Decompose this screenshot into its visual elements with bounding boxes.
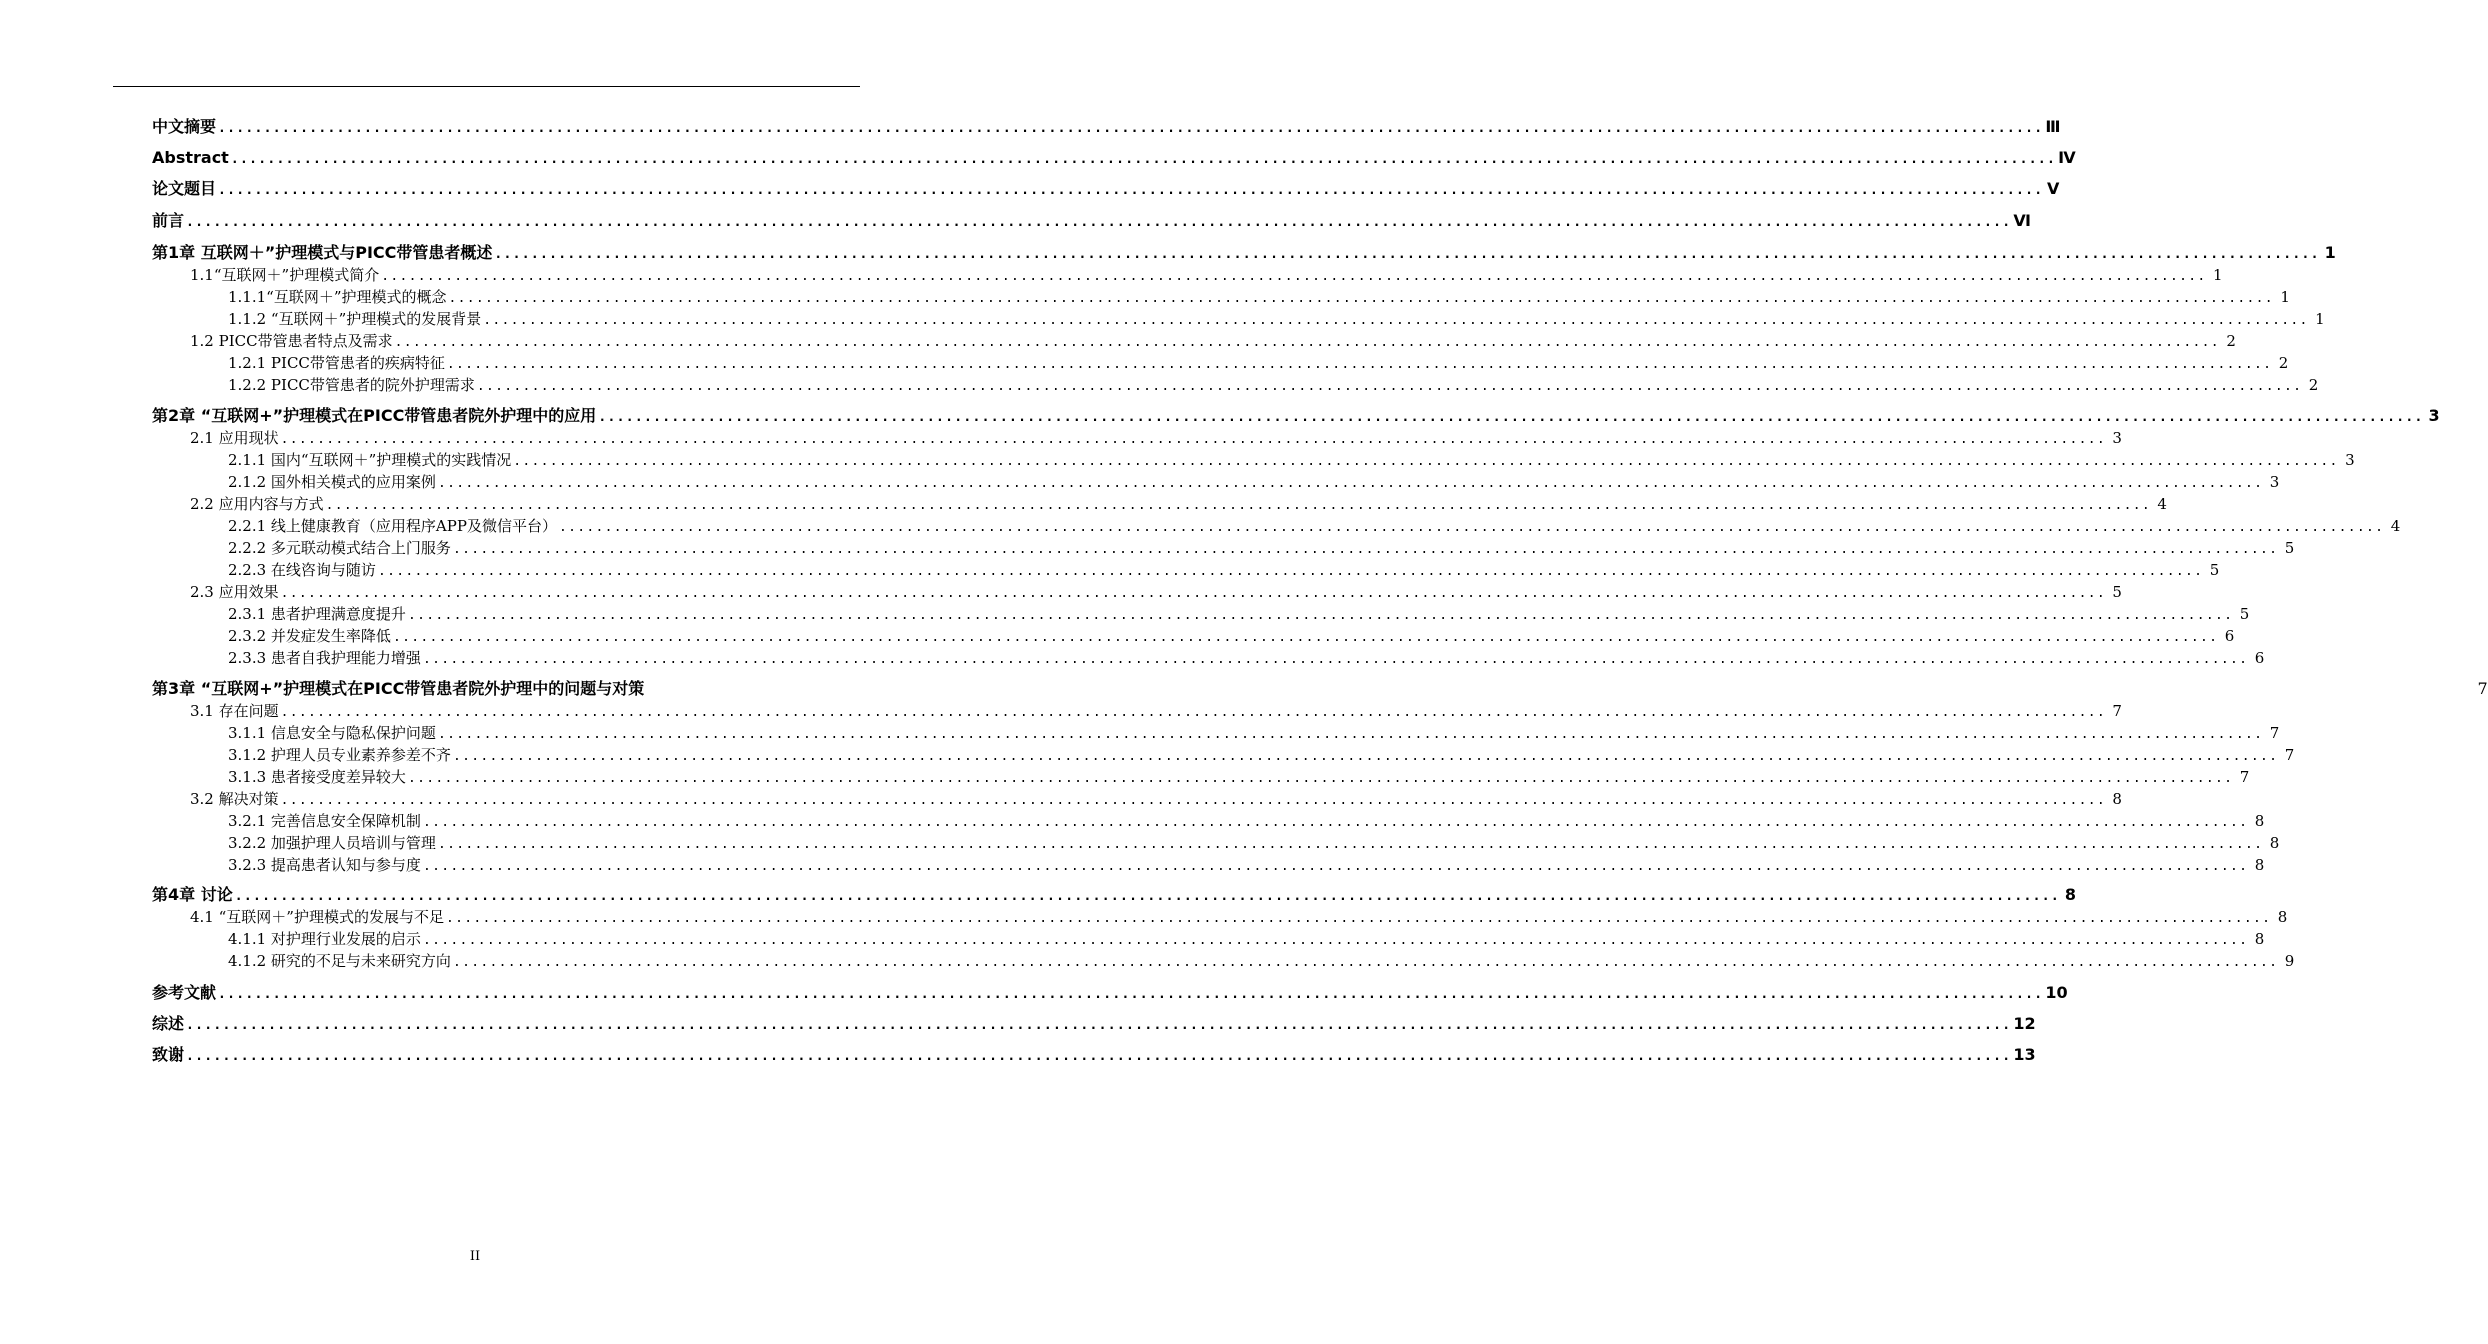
toc-entry-page: 7 bbox=[2477, 679, 2488, 698]
toc-dot-leader: ........................................................................................................................................................................................................ bbox=[494, 247, 2320, 262]
toc-dot-leader: ........................................................................................................................................................................................................ bbox=[513, 454, 2339, 469]
toc-entry[interactable] bbox=[152, 241, 2336, 263]
toc-dot-leader: ........................................................................................................................................................................................................ bbox=[407, 771, 2234, 786]
toc-entry[interactable] bbox=[152, 492, 2167, 514]
toc-dot-leader: ........................................................................................................................................................................................................ bbox=[325, 498, 2151, 513]
toc-entry-page: 5 bbox=[2239, 605, 2250, 623]
toc-entry-page: 6 bbox=[2224, 627, 2235, 645]
toc-entry-page: 5 bbox=[2112, 583, 2122, 601]
toc-entry[interactable] bbox=[152, 853, 2265, 875]
toc-entry-page: 1 bbox=[2315, 310, 2325, 328]
toc-entry[interactable] bbox=[152, 329, 2236, 351]
toc-entry[interactable] bbox=[152, 448, 2355, 470]
toc-dot-leader: ........................................................................................................................................................................................................ bbox=[280, 705, 2106, 720]
toc-entry[interactable] bbox=[152, 351, 2289, 373]
toc-entry[interactable] bbox=[152, 743, 2295, 765]
toc-entry-title: 2.3.2 并发症发生率降低 bbox=[228, 627, 391, 645]
toc-entry-title: 2.1.1 国内“互联网＋”护理模式的实践情况 bbox=[228, 451, 512, 469]
toc-entry-title: 2.1 应用现状 bbox=[190, 429, 279, 447]
toc-entry-page: 2 bbox=[2308, 376, 2319, 394]
toc-dot-leader: ........................................................................................................................................................................................................ bbox=[407, 608, 2234, 623]
toc-entry-title: 4.1.2 研究的不足与未来研究方向 bbox=[228, 952, 451, 970]
toc-dot-leader: ........................................................................................................................................................................................................ bbox=[377, 564, 2204, 579]
toc-entry[interactable] bbox=[152, 721, 2280, 743]
toc-entry[interactable] bbox=[152, 981, 2068, 1003]
toc-dot-leader: ........................................................................................................................................................................................................ bbox=[280, 793, 2106, 808]
toc-entry-title: 2.3 应用效果 bbox=[190, 583, 279, 601]
toc-dot-leader: ........................................................................................................................................................................................................ bbox=[558, 520, 2385, 535]
toc-entry-page: Ⅵ bbox=[2013, 211, 2031, 230]
toc-entry-page: 3 bbox=[2269, 473, 2280, 491]
toc-entry-title: 3.1 存在问题 bbox=[190, 702, 279, 720]
toc-dot-leader: ........................................................................................................................................................................................................ bbox=[218, 987, 2044, 1002]
toc-dot-leader: ........................................................................................................................................................................................................ bbox=[381, 269, 2207, 284]
toc-entry-page: 4 bbox=[2390, 517, 2401, 535]
toc-dot-leader: ........................................................................................................................................................................................................ bbox=[452, 749, 2279, 764]
toc-entry[interactable] bbox=[152, 373, 2319, 395]
toc-entry-title: Abstract bbox=[152, 148, 229, 167]
toc-entry-page: 7 bbox=[2269, 724, 2280, 742]
toc-entry[interactable] bbox=[152, 905, 2288, 927]
toc-entry-page: 2 bbox=[2226, 332, 2236, 350]
toc-dot-leader: ........................................................................................................................................................................................................ bbox=[476, 379, 2303, 394]
toc-entry-title: 中文摘要 bbox=[152, 117, 217, 136]
toc-entry-page: 3 bbox=[2345, 451, 2355, 469]
toc-entry[interactable] bbox=[152, 809, 2265, 831]
toc-entry[interactable] bbox=[152, 602, 2250, 624]
toc-entry-title: 3.1.2 护理人员专业素养参差不齐 bbox=[228, 746, 451, 764]
toc-entry-page: 12 bbox=[2013, 1014, 2036, 1033]
toc-entry-title: 2.3.1 患者护理满意度提升 bbox=[228, 605, 406, 623]
toc-dot-leader: ........................................................................................................................................................................................................ bbox=[452, 955, 2279, 970]
toc-entry[interactable] bbox=[152, 470, 2280, 492]
toc-entry-page: 2 bbox=[2278, 354, 2289, 372]
toc-entry-page: Ⅲ bbox=[2045, 117, 2061, 136]
toc-entry-page: 8 bbox=[2254, 930, 2265, 948]
toc-entry-page: 6 bbox=[2254, 649, 2265, 667]
toc-entry[interactable] bbox=[152, 263, 2223, 285]
toc-entry[interactable] bbox=[152, 949, 2295, 971]
toc-entry-title: 3.1.3 患者接受度差异较大 bbox=[228, 768, 406, 786]
toc-entry-title: 2.2 应用内容与方式 bbox=[190, 495, 324, 513]
toc-entry-title: 2.2.3 在线咨询与随访 bbox=[228, 561, 376, 579]
toc-dot-leader: ........................................................................................................................................................................................................ bbox=[186, 1018, 2012, 1033]
toc-dot-leader: ........................................................................................................................................................................................................ bbox=[448, 291, 2274, 306]
toc-entry[interactable] bbox=[152, 699, 2122, 721]
toc-entry-page: 8 bbox=[2254, 812, 2265, 830]
toc-entry-title: 4.1.1 对护理行业发展的启示 bbox=[228, 930, 421, 948]
toc-dot-leader: ........................................................................................................................................................................................................ bbox=[445, 911, 2272, 926]
toc-entry[interactable] bbox=[152, 514, 2401, 536]
toc-entry-page: Ⅴ bbox=[2046, 179, 2060, 198]
toc-entry-title: 3.2.2 加强护理人员培训与管理 bbox=[228, 834, 436, 852]
toc-entry[interactable] bbox=[152, 883, 2077, 905]
toc-entry-page: 8 bbox=[2277, 908, 2288, 926]
toc-entry-title: 3.2.3 提高患者认知与参与度 bbox=[228, 856, 421, 874]
toc-dot-leader: ........................................................................................................................................................................................................ bbox=[452, 542, 2279, 557]
toc-dot-leader: ........................................................................................................................................................................................................ bbox=[422, 933, 2249, 948]
toc-entry-page: 10 bbox=[2045, 983, 2068, 1002]
toc-dot-leader: ........................................................................................................................................................................................................ bbox=[234, 889, 2061, 904]
toc-entry-title: 1.2.2 PICC带管患者的院外护理需求 bbox=[228, 376, 475, 394]
toc-entry[interactable] bbox=[152, 927, 2265, 949]
toc-entry-page: 8 bbox=[2269, 834, 2280, 852]
toc-entry[interactable] bbox=[152, 536, 2295, 558]
toc-entry-title: 参考文献 bbox=[152, 983, 217, 1002]
toc-entry-title: 2.2.2 多元联动模式结合上门服务 bbox=[228, 539, 451, 557]
toc-entry-page: 3 bbox=[2112, 429, 2122, 447]
toc-dot-leader: ........................................................................................................................................................................................................ bbox=[394, 335, 2220, 350]
toc-entry[interactable] bbox=[152, 285, 2290, 307]
toc-entry-title: 2.2.1 线上健康教育（应用程序APP及微信平台） bbox=[228, 517, 557, 535]
toc-entry-page: 7 bbox=[2239, 768, 2250, 786]
toc-entry[interactable] bbox=[152, 426, 2122, 448]
toc-dot-leader: ........................................................................................................................................................................................................ bbox=[230, 152, 2057, 167]
toc-entry-page: 1 bbox=[2324, 243, 2336, 262]
toc-entry-title: 3.2 解决对策 bbox=[190, 790, 279, 808]
toc-entry-title: 2.3.3 患者自我护理能力增强 bbox=[228, 649, 421, 667]
toc-dot-leader: ........................................................................................................................................................................................................ bbox=[280, 432, 2106, 447]
toc-entry-page: 5 bbox=[2284, 539, 2295, 557]
toc-entry-page: 7 bbox=[2284, 746, 2295, 764]
toc-entry[interactable] bbox=[152, 209, 2031, 231]
toc-entry-page: 13 bbox=[2013, 1045, 2036, 1064]
toc-dot-leader: ........................................................................................................................................................................................................ bbox=[437, 837, 2264, 852]
toc-entry-page: 1 bbox=[2213, 266, 2223, 284]
toc-entry[interactable] bbox=[152, 646, 2265, 668]
toc-entry-title: 1.1.2 “互联网＋”护理模式的发展背景 bbox=[228, 310, 482, 328]
toc-entry-title: 第4章 讨论 bbox=[152, 885, 233, 904]
toc-dot-leader: ........................................................................................................................................................................................................ bbox=[422, 815, 2249, 830]
toc-dot-leader: ........................................................................................................................................................................................................ bbox=[437, 476, 2264, 491]
toc-entry-title: 1.1“互联网＋”护理模式简介 bbox=[190, 266, 380, 284]
toc-entry-title: 3.2.1 完善信息安全保障机制 bbox=[228, 812, 421, 830]
toc-entry[interactable] bbox=[152, 115, 2061, 137]
toc-entry[interactable] bbox=[152, 580, 2122, 602]
toc-entry-page: 5 bbox=[2209, 561, 2220, 579]
toc-dot-leader: ........................................................................................................................................................................................................ bbox=[392, 630, 2219, 645]
toc-dot-leader: ........................................................................................................................................................................................................ bbox=[218, 121, 2044, 136]
toc-dot-leader: ........................................................................................................................................................................................................ bbox=[598, 410, 2424, 425]
toc-entry-title: 4.1 “互联网＋”护理模式的发展与不足 bbox=[190, 908, 444, 926]
toc-entry-title: 1.2.1 PICC带管患者的疾病特征 bbox=[228, 354, 445, 372]
toc-entry-title: 第2章 “互联网+”护理模式在PICC带管患者院外护理中的应用 bbox=[152, 406, 597, 425]
toc-entry-title: 论文题目 bbox=[152, 179, 217, 198]
toc-entry-title: 致谢 bbox=[152, 1045, 185, 1064]
toc-entry[interactable] bbox=[152, 146, 2076, 168]
toc-entry[interactable] bbox=[152, 404, 2440, 426]
toc-entry[interactable] bbox=[152, 624, 2235, 646]
toc-dot-leader: ........................................................................................................................................................................................................ bbox=[437, 727, 2264, 742]
page-number: II bbox=[469, 1249, 481, 1264]
toc-entry-title: 第3章 “互联网+”护理模式在PICC带管患者院外护理中的问题与对策 bbox=[152, 679, 645, 698]
toc-entry-page: 1 bbox=[2280, 288, 2290, 306]
toc-dot-leader: ........................................................................................................................................................................................................ bbox=[280, 586, 2106, 601]
toc-entry-title: 综述 bbox=[152, 1014, 185, 1033]
toc-entry-title: 第1章 互联网＋”护理模式与PICC带管患者概述 bbox=[152, 243, 493, 262]
toc-dot-leader: ........................................................................................................................................................................................................ bbox=[483, 313, 2309, 328]
toc-entry-page: 8 bbox=[2064, 885, 2077, 904]
toc-entry-page: Ⅳ bbox=[2058, 148, 2076, 167]
toc-entry-title: 2.1.2 国外相关模式的应用案例 bbox=[228, 473, 436, 491]
toc-entry-page: 8 bbox=[2112, 790, 2122, 808]
toc-entry[interactable] bbox=[152, 831, 2280, 853]
toc-entry[interactable] bbox=[152, 787, 2122, 809]
toc-entry[interactable] bbox=[152, 307, 2325, 329]
toc-entry-page: 9 bbox=[2284, 952, 2295, 970]
toc-entry[interactable] bbox=[152, 177, 2060, 199]
toc-dot-leader: ........................................................................................................................................................................................................ bbox=[186, 1049, 2012, 1064]
toc-entry-title: 1.1.1“互联网＋”护理模式的概念 bbox=[228, 288, 447, 306]
toc-entry-title: 1.2 PICC带管患者特点及需求 bbox=[190, 332, 393, 350]
toc-entry[interactable] bbox=[152, 1043, 2036, 1065]
toc-dot-leader: ........................................................................................................................................................................................................ bbox=[186, 215, 2012, 230]
toc-dot-leader: ........................................................................................................................................................................................................ bbox=[422, 859, 2249, 874]
toc-dot-leader: ........................................................................................................................................................................................................ bbox=[446, 357, 2273, 372]
header-rule bbox=[113, 86, 860, 87]
toc-entry-page: 8 bbox=[2254, 856, 2265, 874]
toc-entry[interactable] bbox=[152, 677, 2488, 699]
toc-entry-page: 4 bbox=[2157, 495, 2167, 513]
toc-dot-leader: ........................................................................................................................................................................................................ bbox=[422, 652, 2249, 667]
toc-entry-title: 前言 bbox=[152, 211, 185, 230]
toc-entry-title: 3.1.1 信息安全与隐私保护问题 bbox=[228, 724, 436, 742]
toc-dot-leader: ........................................................................................................................................................................................................ bbox=[218, 183, 2044, 198]
toc-entry[interactable] bbox=[152, 765, 2250, 787]
toc-entry[interactable] bbox=[152, 1012, 2036, 1034]
toc-entry[interactable] bbox=[152, 558, 2220, 580]
toc-entry-page: 7 bbox=[2112, 702, 2122, 720]
toc-entry-page: 3 bbox=[2428, 406, 2440, 425]
